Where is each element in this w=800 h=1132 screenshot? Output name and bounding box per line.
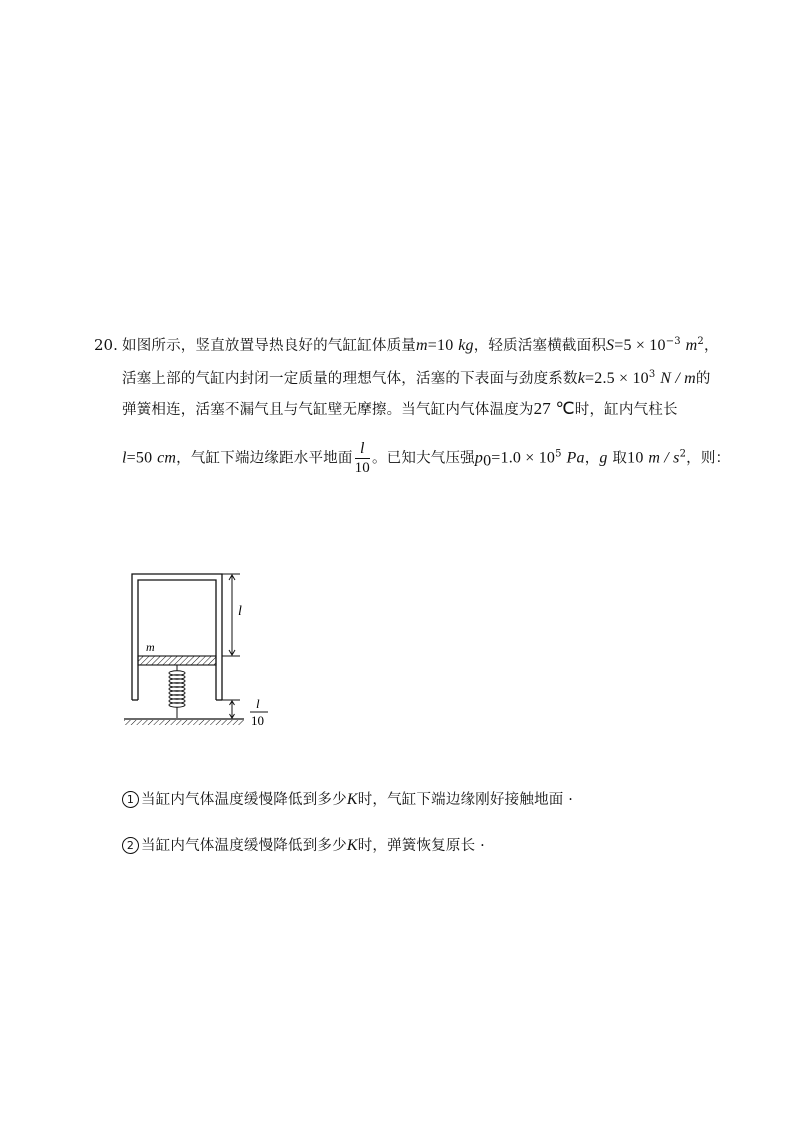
cylinder-walls	[132, 574, 222, 700]
height-fraction-denominator: 10	[354, 460, 370, 476]
pressure-symbol: p	[474, 449, 484, 467]
length-value: =50	[126, 449, 153, 467]
line4-text-c: ，	[584, 450, 600, 467]
sub-question-1-marker: 1	[122, 791, 139, 808]
length-symbol: l	[122, 449, 127, 467]
dimension-lines	[222, 574, 240, 718]
gravity-unit: m / s	[648, 449, 680, 467]
sub-question-1-text-a: 当缸内气体温度缓慢降低到多少	[141, 792, 347, 808]
sub-question-1	[122, 788, 573, 809]
pressure-subscript: 0	[483, 452, 492, 470]
mass-unit: kg	[458, 337, 474, 354]
height-fraction	[355, 440, 370, 477]
question-line-2	[122, 367, 711, 388]
spring	[169, 665, 185, 718]
spring-constant-symbol: k	[577, 370, 586, 387]
line2-text-b: 的	[695, 371, 711, 387]
sub-question-2-text-b: 时，弹簧恢复原长 ·	[357, 838, 485, 854]
question-number: 20.	[94, 336, 118, 354]
area-unit-exponent: 2	[697, 336, 704, 347]
line4-text-d: 取	[612, 450, 628, 467]
gravity-symbol: g	[599, 449, 608, 467]
mass-label: m	[146, 640, 155, 654]
gap-fraction-denominator: 10	[251, 713, 264, 728]
sub-question-1-text-b: 时，气缸下端边缘刚好接触地面 ·	[357, 792, 574, 808]
length-label: l	[238, 604, 242, 619]
line1-text-b: ，轻质活塞横截面积	[473, 338, 607, 354]
area-unit: m	[685, 337, 698, 354]
area-exponent: −3	[665, 336, 681, 347]
height-fraction-numerator: l	[355, 440, 370, 459]
line3-text-a: 弹簧相连，活塞不漏气且与气缸壁无摩擦。当气缸内气体温度为	[122, 402, 534, 418]
sub-question-1-unit: K	[346, 791, 358, 808]
sub-question-2-text-a: 当缸内气体温度缓慢降低到多少	[141, 838, 347, 854]
cylinder-diagram	[118, 568, 288, 738]
question-line-1	[122, 334, 719, 355]
line2-text-a: 活塞上部的气缸内封闭一定质量的理想气体，活塞的下表面与劲度系数	[122, 371, 578, 387]
sub-question-2-marker: 2	[122, 837, 139, 854]
gap-fraction-label	[250, 696, 268, 728]
sub-question-2	[122, 834, 485, 855]
gap-fraction-numerator: l	[256, 696, 260, 711]
length-unit: cm	[157, 449, 177, 467]
line4-text-a: ，气缸下端边缘距水平地面	[176, 450, 353, 467]
line1-text-a: 如图所示，竖直放置导热良好的气缸缸体质量	[122, 338, 416, 354]
pressure-value: =1.0 × 10	[491, 449, 556, 467]
spring-constant-value: =2.5 × 10	[585, 370, 649, 387]
piston	[138, 656, 216, 665]
temperature-value: 27 ℃	[533, 399, 575, 418]
gravity-value: 10	[627, 449, 644, 467]
gravity-unit-exponent: 2	[679, 448, 687, 460]
line3-text-b: 时，缸内气柱长	[574, 402, 678, 418]
mass-value: =10	[427, 337, 454, 354]
area-value: =5 × 10	[614, 337, 666, 354]
question-line-4	[122, 440, 730, 477]
ground	[124, 719, 244, 725]
spring-constant-unit: N / m	[660, 370, 696, 387]
sub-question-2-unit: K	[346, 837, 358, 854]
area-symbol: S	[606, 337, 615, 354]
pressure-exponent: 5	[555, 448, 562, 460]
line4-text-b: 。已知大气压强	[371, 450, 475, 467]
line1-text-c: ，	[703, 338, 719, 354]
spring-constant-exponent: 3	[648, 369, 656, 380]
mass-symbol: m	[416, 337, 428, 354]
question-line-3	[122, 398, 678, 419]
line4-text-e: ，则：	[686, 450, 731, 467]
pressure-unit: Pa	[566, 449, 585, 467]
